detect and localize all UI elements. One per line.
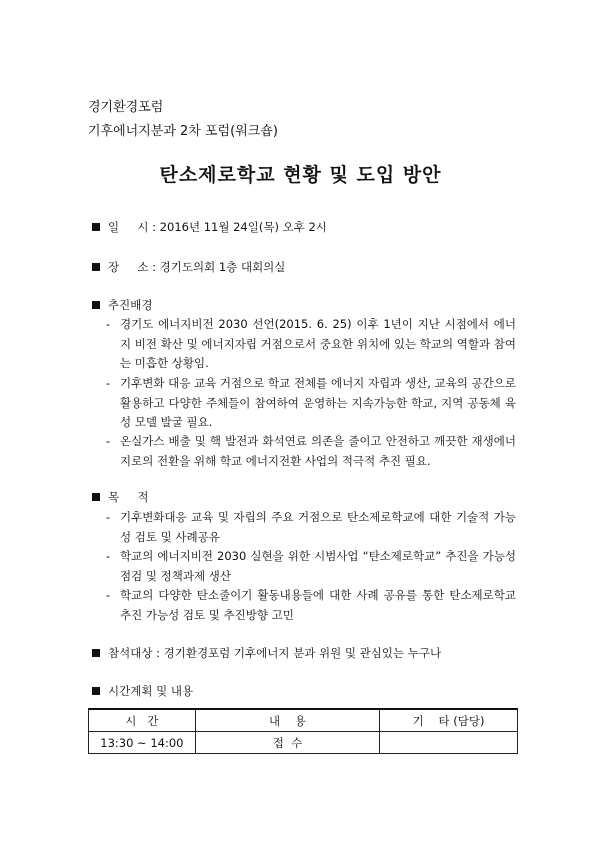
column-header-content: 내 용	[195, 709, 379, 732]
square-bullet-icon	[92, 301, 100, 309]
background-item-text: 경기도 에너지비전 2030 선언(2015. 6. 25) 이후 1년이 지난 시점에서 에너지 비전 확산 및 에너지자립 거점으로서 중요한 위치에 있는 학교의 역할과 참여는 미흡한 상황임.	[120, 317, 516, 370]
place-label: 장 소	[108, 260, 149, 274]
square-bullet-icon	[92, 687, 100, 695]
background-item	[106, 374, 516, 433]
purpose-heading	[92, 489, 149, 505]
schedule-table	[88, 708, 518, 754]
schedule-heading-text: 시간계획 및 내용	[108, 684, 194, 698]
event-subtitle: 기후에너지분과 2차 포럼(워크숍)	[88, 124, 278, 139]
purpose-item	[106, 508, 516, 547]
purpose-heading-text: 목 적	[108, 490, 149, 504]
purpose-item-text: 기후변화대응 교육 및 자립의 주요 거점으로 탄소제로학교에 대한 기술적 가능성 검토 및 사례공유	[120, 510, 516, 544]
square-bullet-icon	[92, 223, 100, 231]
date-label: 일 시	[108, 220, 149, 234]
purpose-item	[106, 586, 516, 625]
place-value: : 경기도의회 1층 대회의실	[148, 260, 286, 274]
table-header-row	[89, 709, 518, 732]
column-header-notes: 기 타 (담당)	[380, 709, 518, 732]
dash-icon: -	[106, 549, 111, 563]
place-row	[92, 259, 285, 275]
purpose-item-text: 학교의 다양한 탄소줄이기 활동내용들에 대한 사례 공유를 통한 탄소제로학교 추진 가능성 검토 및 추진방향 고민	[120, 588, 516, 622]
purpose-item-text: 학교의 에너지비전 2030 실현을 위한 시범사업 “탄소제로학교” 추진을 가능성 점검 및 정책과제 생산	[120, 549, 516, 583]
page-title: 탄소제로학교 현황 및 도입 방안	[159, 164, 442, 186]
cell-notes	[380, 732, 518, 754]
date-row	[92, 219, 327, 235]
dash-icon: -	[106, 588, 111, 602]
square-bullet-icon	[92, 493, 100, 501]
date-value: : 2016년 11월 24일(목) 오후 2시	[148, 220, 327, 234]
attendees-value: : 경기환경포럼 기후에너지 분과 위원 및 관심있는 누구나	[152, 646, 442, 660]
attendees-label: 참석대상	[108, 646, 153, 660]
attendees-row	[92, 645, 441, 661]
cell-content: 접 수	[195, 732, 379, 754]
background-item	[106, 315, 516, 374]
dash-icon: -	[106, 434, 111, 448]
cell-time: 13:30 ~ 14:00	[89, 732, 196, 754]
square-bullet-icon	[92, 263, 100, 271]
column-header-time: 시 간	[89, 709, 196, 732]
dash-icon: -	[106, 376, 111, 390]
background-heading-text: 추진배경	[108, 298, 153, 312]
schedule-heading	[92, 683, 193, 699]
table-row	[89, 732, 518, 754]
background-heading	[92, 297, 152, 313]
organization-name: 경기환경포럼	[88, 100, 164, 115]
dash-icon: -	[106, 510, 111, 524]
dash-icon: -	[106, 317, 111, 331]
background-item-text: 온실가스 배출 및 핵 발전과 화석연료 의존을 줄이고 안전하고 깨끗한 재생에너지로의 전환을 위해 학교 에너지전환 사업의 적극적 추진 필요.	[120, 434, 516, 468]
square-bullet-icon	[92, 649, 100, 657]
background-item	[106, 432, 516, 471]
header	[88, 96, 278, 144]
purpose-item	[106, 547, 516, 586]
background-item-text: 기후변화 대응 교육 거점으로 학교 전체를 에너지 자립과 생산, 교육의 공간으로 활용하고 다양한 주체들이 참여하여 운영하는 지속가능한 학교, 지역 공동체 육성 모델 발굴 필요.	[120, 376, 516, 429]
